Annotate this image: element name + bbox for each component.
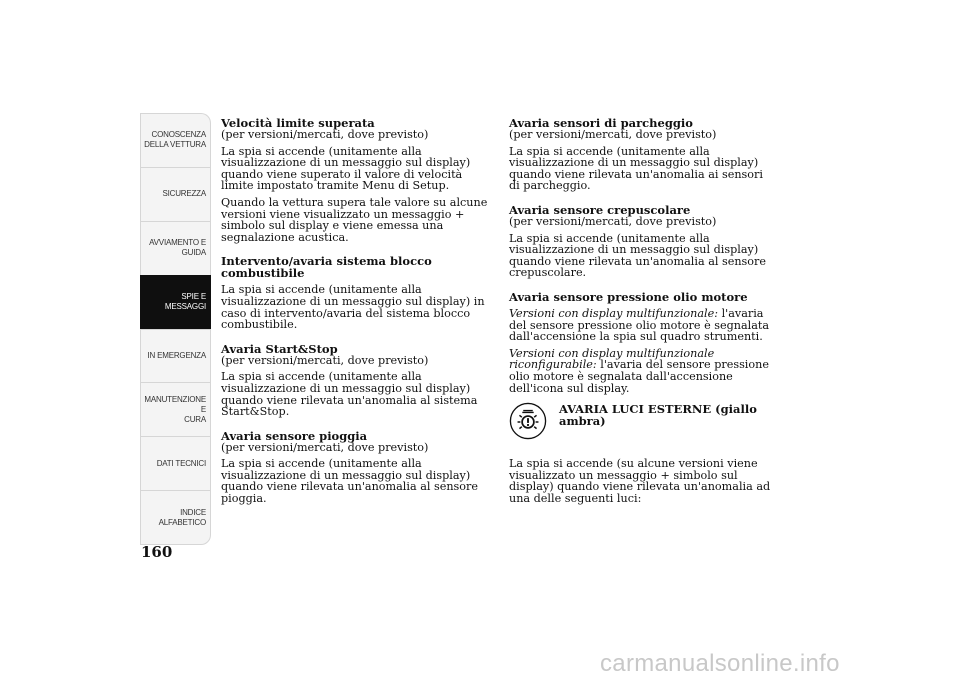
- left-column: [221, 117, 493, 510]
- tab-indice-alfabetico[interactable]: INDICE ALFABETICO: [140, 490, 211, 545]
- tab-sicurezza[interactable]: SICUREZZA: [140, 167, 211, 221]
- tab-conoscenza-della-vettura[interactable]: CONOSCENZA DELLA VETTURA: [140, 113, 211, 167]
- subheading: (per versioni/mercati, dove previsto): [509, 214, 717, 228]
- paragraph: La spia si accende (unitamente alla visualizzazione di un messaggio sul display) quando viene rilevata un'anomalia al sistema Start&Stop.: [221, 370, 478, 419]
- subheading: (per versioni/mercati, dove previsto): [221, 353, 429, 367]
- page-number: 160: [141, 543, 173, 561]
- subheading: (per versioni/mercati, dove previsto): [509, 128, 717, 141]
- exterior-lights-warning-icon: [509, 402, 547, 440]
- paragraph: La spia si accende (su alcune versioni viene visualizzato un messaggio + simbolo sul display) quando viene rilevata un'anomalia ad una delle seguenti luci:: [509, 457, 771, 505]
- heading-blocco-combustibile: Intervento/avaria sistema blocco combustibile: [221, 254, 432, 281]
- italic-label: Versioni con display multifunzionale riconfigurabile:: [509, 346, 715, 372]
- paragraph-text: l'avaria del sensore pressione olio motore è segnalata dall'accensione la spia sul quadro strumenti.: [509, 306, 770, 344]
- italic-label: Versioni con display multifunzionale:: [509, 306, 719, 320]
- right-column: [509, 117, 777, 509]
- paragraph: [509, 348, 777, 394]
- paragraph-text: l'avaria del sensore pressione olio motore è segnalata dall'accensione dell'icona sul display.: [509, 358, 769, 395]
- tab-spie-e-messaggi[interactable]: SPIE E MESSAGGI: [140, 275, 211, 329]
- tab-dati-tecnici[interactable]: DATI TECNICI: [140, 436, 211, 490]
- watermark: carmanualsonline.info: [600, 650, 840, 677]
- heading-sensore-pioggia: Avaria sensore pioggia: [221, 428, 368, 443]
- tab-avviamento-e-guida[interactable]: AVVIAMENTO E GUIDA: [140, 221, 211, 275]
- paragraph: Quando la vettura supera tale valore su alcune versioni viene visualizzato un messaggio + simbolo sul display e viene emessa una segnalazione acustica.: [221, 195, 488, 244]
- tab-in-emergenza[interactable]: IN EMERGENZA: [140, 329, 211, 383]
- paragraph: La spia si accende (unitamente alla visualizzazione di un messaggio sul display) quando viene rilevata un'anomalia ai sensori di parcheggio.: [509, 144, 763, 193]
- heading-sensore-pressione-olio: Avaria sensore pressione olio motore: [509, 289, 748, 304]
- chapter-index-sidebar: [140, 113, 211, 545]
- heading-sensori-parcheggio: Avaria sensori di parcheggio: [509, 116, 693, 130]
- paragraph: La spia si accende (unitamente alla visualizzazione di un messaggio sul display) in caso di intervento/avaria del sistema blocco combustibile.: [221, 283, 485, 332]
- heading-sensore-crepuscolare: Avaria sensore crepuscolare: [509, 202, 691, 217]
- paragraph: La spia si accende (unitamente alla visualizzazione di un messaggio sul display) quando viene superato il valore di velocità limite impostato tramite Menu di Setup.: [221, 144, 471, 193]
- heading-start-stop: Avaria Start&Stop: [221, 341, 338, 356]
- warning-title: AVARIA LUCI ESTERNE (giallo ambra): [559, 402, 757, 429]
- subheading: (per versioni/mercati, dove previsto): [221, 440, 429, 454]
- paragraph: [509, 308, 777, 343]
- tab-manutenzione-e-cura[interactable]: MANUTENZIONE E CURA: [140, 382, 211, 436]
- subheading: (per versioni/mercati, dove previsto): [221, 128, 429, 141]
- paragraph: La spia si accende (unitamente alla visualizzazione di un messaggio sul display) quando viene rilevata un'anomalia al sensore pioggia.: [221, 457, 479, 506]
- paragraph: La spia si accende (unitamente alla visualizzazione di un messaggio sul display) quando viene rilevata un'anomalia al sensore crepuscolare.: [509, 231, 767, 280]
- warning-block: [509, 400, 777, 440]
- heading-velocita-limite: Velocità limite superata: [221, 116, 375, 130]
